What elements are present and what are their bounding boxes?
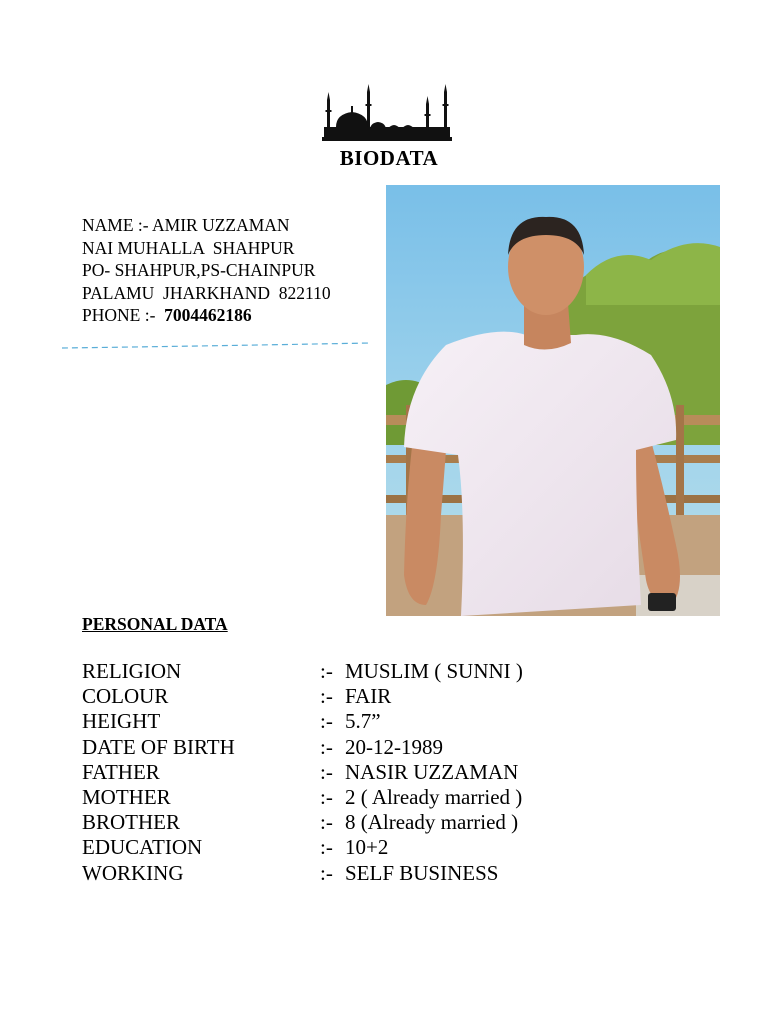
personal-data-row [82, 861, 523, 886]
colour-label: COLOUR [82, 684, 169, 709]
row-separator: :- [320, 810, 333, 835]
personal-data-row [82, 735, 523, 760]
personal-data-row [82, 684, 523, 709]
row-separator: :- [320, 659, 333, 683]
phone-line [82, 304, 331, 327]
address-line-2: PO- SHAHPUR,PS-CHAINPUR [82, 260, 316, 280]
row-separator: :- [320, 759, 333, 784]
mother-label: MOTHER [82, 785, 171, 810]
education-value: 10+2 [345, 835, 389, 860]
father-value: NASIR UZZAMAN [345, 759, 519, 784]
colour-value: FAIR [345, 684, 392, 709]
personal-data-row [82, 835, 523, 860]
brother-label: BROTHER [82, 810, 181, 835]
mosque-silhouette-icon [322, 82, 452, 142]
father-label: FATHER [82, 759, 160, 784]
personal-data-row [82, 785, 523, 810]
name-line: NAME :- AMIR UZZAMAN [82, 215, 290, 235]
row-separator: :- [320, 860, 333, 885]
personal-data-heading: PERSONAL DATA [82, 614, 228, 634]
religion-value: MUSLIM ( SUNNI ) [345, 659, 523, 683]
row-separator: :- [320, 785, 333, 810]
height-label: HEIGHT [82, 709, 161, 734]
personal-data-row [82, 709, 523, 734]
dashed-divider [60, 340, 372, 352]
date-of-birth-value: 20-12-1989 [345, 734, 443, 759]
religion-label: RELIGION [82, 659, 182, 683]
profile-photo [386, 185, 720, 616]
personal-data-row [82, 810, 523, 835]
working-value: SELF BUSINESS [345, 860, 499, 885]
document-title: BIODATA [339, 146, 439, 170]
phone-label: PHONE :- [82, 305, 165, 325]
row-separator: :- [320, 684, 333, 709]
row-separator: :- [320, 709, 333, 734]
row-separator: :- [320, 734, 333, 759]
personal-data-row [82, 760, 523, 785]
personal-data-table [82, 659, 523, 886]
address-line-3: PALAMU JHARKHAND 822110 [82, 282, 331, 303]
height-value: 5.7” [345, 709, 381, 734]
brother-value: 8 (Already married ) [345, 810, 519, 835]
row-separator: :- [320, 835, 333, 860]
contact-block [82, 214, 331, 327]
mother-value: 2 ( Already married ) [345, 785, 523, 810]
personal-data-row [82, 659, 523, 684]
address-line-1: NAI MUHALLA SHAHPUR [82, 237, 295, 258]
education-label: EDUCATION [82, 835, 203, 860]
phone-number: 7004462186 [164, 305, 252, 325]
working-label: WORKING [82, 860, 184, 885]
date-of-birth-label: DATE OF BIRTH [82, 734, 235, 759]
